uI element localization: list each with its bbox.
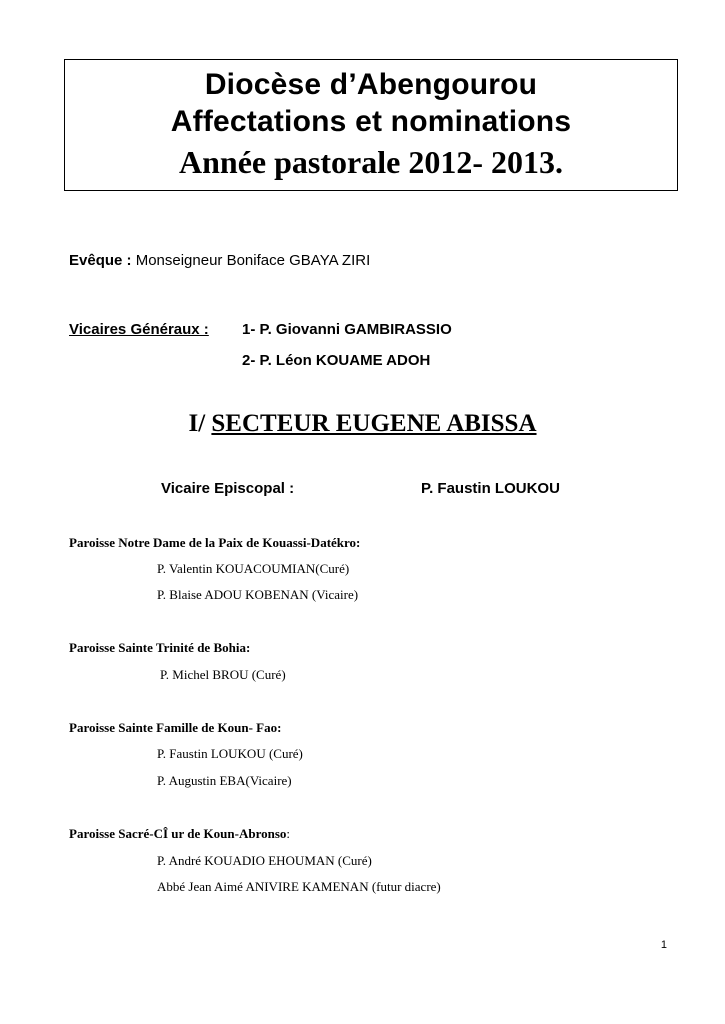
paroisse-name: Paroisse Sacré-CÎ ur de Koun-Abronso: [69, 826, 287, 841]
paroisse-member: P. Valentin KOUACOUMIAN(Curé): [157, 561, 350, 576]
eveque-line: [69, 252, 370, 269]
paroisse-heading: [69, 535, 360, 551]
diocese-title: Diocèse d’Abengourou: [204, 68, 538, 101]
paroisse-heading: [69, 640, 250, 656]
eveque-name: Monseigneur Boniface GBAYA ZIRI: [135, 252, 371, 269]
title-box: [64, 59, 678, 191]
document-title: Affectations et nominations: [170, 105, 572, 138]
paroisse-name: Paroisse Sainte Trinité de Bohia:: [69, 640, 251, 655]
paroisse-member: P. Augustin EBA(Vicaire): [157, 773, 292, 788]
vicaire-episcopal-label: Vicaire Episcopal :: [161, 480, 295, 497]
paroisse-member: P. Faustin LOUKOU (Curé): [157, 746, 303, 761]
pastoral-year-title: Année pastorale 2012- 2013.: [179, 144, 563, 180]
paroisse-member: P. Blaise ADOU KOBENAN (Vicaire): [157, 587, 359, 602]
vicaires-generaux-label: Vicaires Généraux :: [69, 321, 209, 338]
sector-prefix: I/: [188, 410, 206, 437]
vicaire-episcopal-name: P. Faustin LOUKOU: [421, 480, 560, 497]
paroisse-member: Abbé Jean Aimé ANIVIRE KAMENAN (futur diacre): [157, 879, 441, 894]
sector-name: SECTEUR EUGENE ABISSA: [211, 410, 537, 437]
page-number: 1: [660, 939, 667, 951]
paroisse-member: P. Michel BROU (Curé): [160, 667, 286, 682]
paroisse-colon: :: [286, 826, 291, 841]
paroisse-member: P. André KOUADIO EHOUMAN (Curé): [157, 853, 372, 868]
sector-heading: [0, 410, 725, 438]
vicaire-general-1: 1- P. Giovanni GAMBIRASSIO: [242, 321, 452, 338]
paroisse-heading: [69, 720, 281, 736]
eveque-label: Evêque :: [69, 252, 132, 269]
paroisse-heading: [69, 826, 290, 842]
vicaire-general-2: 2- P. Léon KOUAME ADOH: [242, 352, 431, 369]
paroisse-name: Paroisse Notre Dame de la Paix de Kouassi-Datékro:: [69, 535, 361, 550]
paroisse-name: Paroisse Sainte Famille de Koun- Fao:: [69, 720, 282, 735]
